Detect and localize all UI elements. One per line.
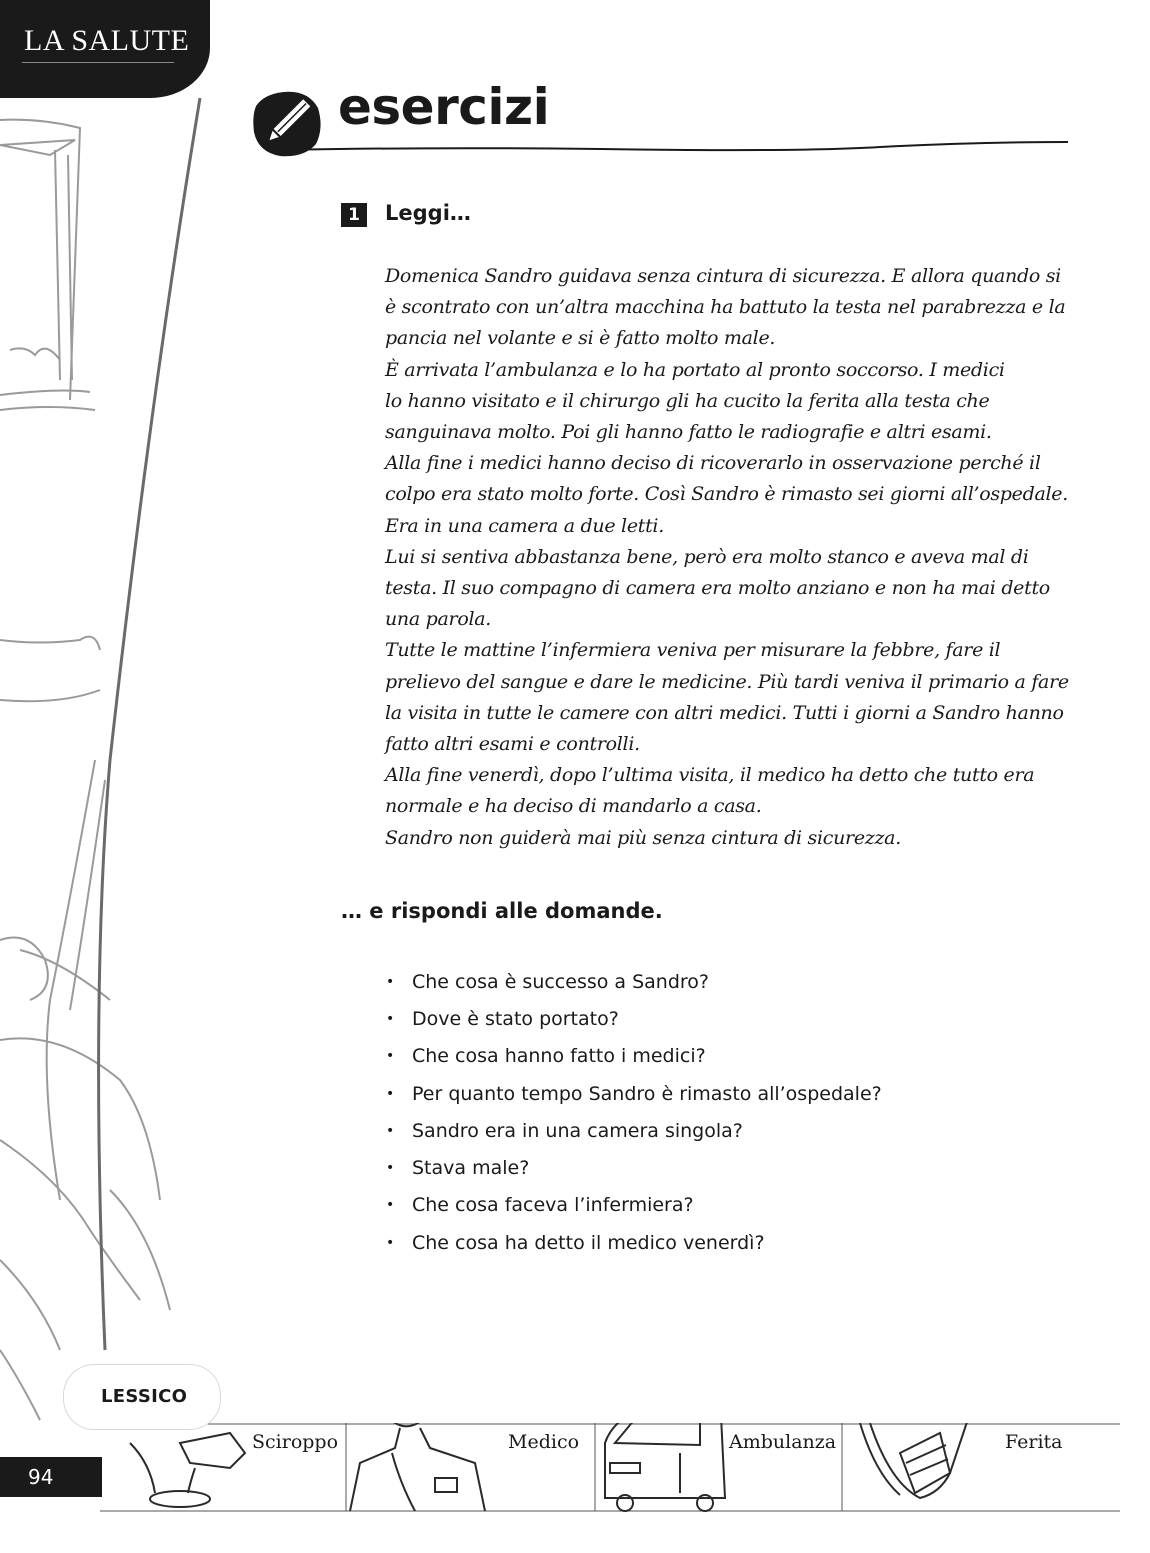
bullet-icon: • [386,1048,395,1065]
passage-line: testa. Il suo compagno di camera era molto anziano e non ha mai detto [385,577,1050,600]
passage-line: sanguinava molto. Poi gli hanno fatto le radiografie e altri esami. [385,421,992,444]
question-item [385,963,882,1000]
passage-line: lo hanno visitato e il chirurgo gli ha cucito la ferita alla testa che [385,389,990,412]
question-item [385,1112,882,1149]
passage-line: Alla fine i medici hanno deciso di ricoverarlo in osservazione perché il [385,452,1041,475]
section-title-underline [22,62,174,63]
passage-line: pancia nel volante e si è fatto molto male. [385,327,776,350]
passage-line: Era in una camera a due letti. [385,514,664,537]
background-sketch-illustration [0,0,240,1553]
vocab-word: Ambulanza [729,1431,837,1453]
passage-line: prelievo del sangue e dare le medicine. Più tardi veniva il primario a fare [385,670,1069,693]
heading-rule [280,130,1070,160]
passage-line: la visita in tutte le camere con altri medici. Tutti i giorni a Sandro hanno [385,701,1064,724]
question-item [385,1224,882,1261]
questions-instruction: … e rispondi alle domande. [341,899,663,923]
passage-line: è scontrato con un’altra macchina ha battuto la testa nel parabrezza e la [385,296,1066,319]
question-text: Che cosa faceva l’infermiera? [412,1194,694,1217]
question-text: Stava male? [412,1157,530,1180]
doctor-icon [350,1423,485,1511]
question-text: Che cosa ha detto il medico venerdì? [412,1231,765,1254]
passage-line: Lui si sentiva abbastanza bene, però era molto stanco e aveva mal di [385,545,1029,568]
section-title: LA SALUTE [24,24,190,57]
question-item [385,1149,882,1186]
question-text: Sandro era in una camera singola? [412,1119,743,1142]
passage-line: Tutte le mattine l’infermiera veniva per misurare la febbre, fare il [385,639,1001,662]
passage-line: Domenica Sandro guidava senza cintura di sicurezza. E allora quando si [385,265,1061,287]
question-text: Dove è stato portato? [412,1007,619,1030]
passage-line: colpo era stato molto forte. Così Sandro è rimasto sei giorni all’ospedale. [385,483,1068,506]
bullet-icon: • [386,1197,395,1214]
bullet-icon: • [386,1085,395,1102]
bullet-icon: • [386,973,395,990]
syrup-spoon-icon [130,1433,245,1507]
page-number: 94 [0,1457,102,1497]
passage-line: fatto altri esami e controlli. [385,733,640,756]
bullet-icon: • [386,1234,395,1251]
vocab-word: Sciroppo [252,1431,339,1453]
question-text: Che cosa è successo a Sandro? [412,970,709,993]
passage-line: È arrivata l’ambulanza e lo ha portato al pronto soccorso. I medici [385,358,1005,381]
passage-line: normale e ha deciso di mandarlo a casa. [385,795,762,818]
bullet-icon: • [386,1010,395,1027]
bullet-icon: • [386,1122,395,1139]
bullet-icon: • [386,1160,395,1177]
lessico-label: LESSICO [101,1386,188,1407]
ambulance-icon [605,1423,725,1511]
bandaged-arm-icon [860,1423,970,1498]
passage-line: Sandro non guiderà mai più senza cintura di sicurezza. [385,826,901,849]
exercise-instruction: Leggi… [385,201,471,225]
passage-line: Alla fine venerdì, dopo l’ultima visita, il medico ha detto che tutto era [385,764,1035,787]
questions-list [385,963,882,1261]
reading-passage [385,261,1075,854]
question-item [385,1038,882,1075]
passage-line: una parola. [385,608,491,631]
question-text: Che cosa hanno fatto i medici? [412,1045,706,1068]
question-item [385,1187,882,1224]
question-item [385,1000,882,1037]
exercise-number: 1 [341,203,367,227]
question-text: Per quanto tempo Sandro è rimasto all’ospedale? [412,1082,882,1105]
vocab-word: Medico [508,1431,580,1453]
vocab-word: Ferita [1005,1431,1063,1453]
question-item [385,1075,882,1112]
page-heading: esercizi [338,78,550,136]
